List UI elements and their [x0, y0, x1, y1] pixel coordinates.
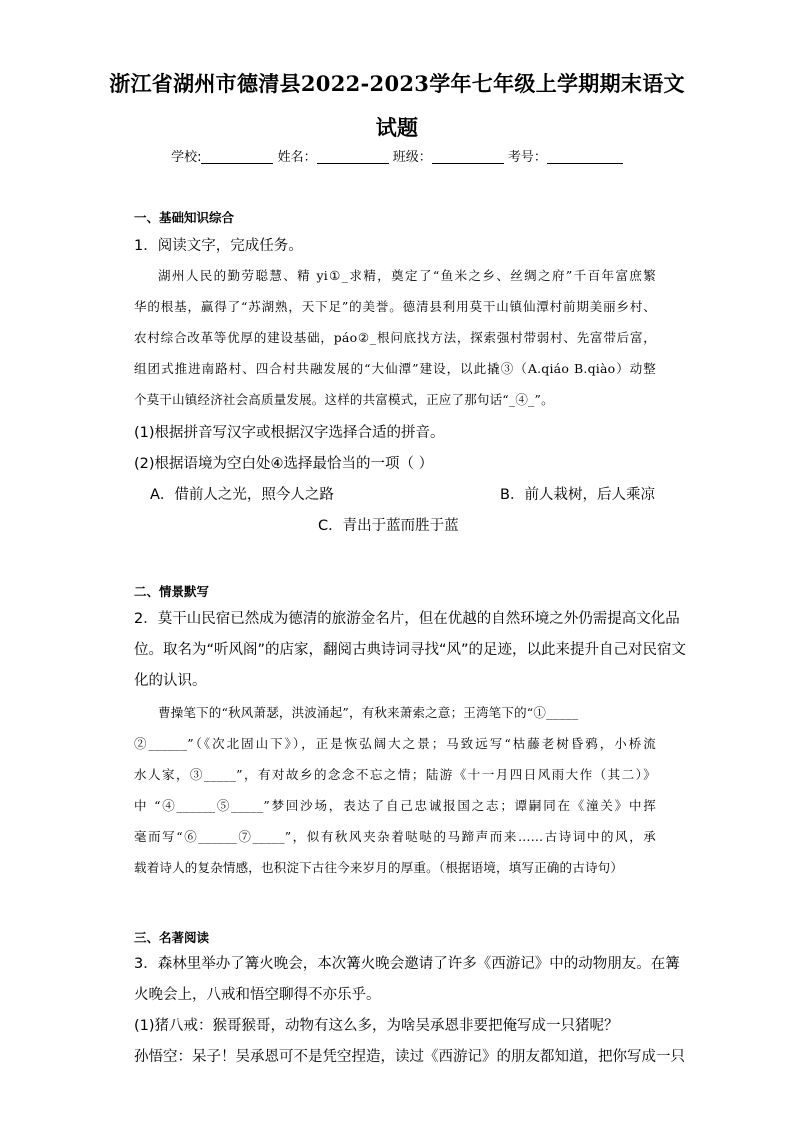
exam-title-line1: 浙江省湖州市德清县2022-2023学年七年级上学期期末语文	[109, 71, 685, 96]
question-3-line: (1)猪八戒：猴哥猴哥，动物有这么多，为啥吴承恩非要把俺写成一只猪呢？	[134, 1018, 619, 1034]
section-heading-1: 一、基础知识综合	[134, 210, 235, 225]
q2-passage-line: ②______”（《次北固山下》），正是恢弘阔大之景；马致远写“枯藤老树昏鸦，小桥流	[134, 736, 656, 751]
q1-sub2: (2)根据语境为空白处④选择最恰当的一项（ ）	[134, 456, 434, 472]
exam-title-line2: 试题	[375, 115, 419, 140]
q1-sub1: (1)根据拼音写汉字或根据汉字选择合适的拼音。	[134, 425, 445, 441]
option-b[interactable]: B．前人栽树，后人乘凉	[500, 487, 655, 503]
name-blank[interactable]	[317, 151, 389, 164]
exam-no-blank[interactable]	[547, 151, 623, 164]
class-blank[interactable]	[432, 151, 504, 164]
question-2-line: 化的认识。	[134, 673, 207, 689]
q2-passage-line: 中 “④______⑤_____”梦回沙场，表达了自己忠诚报国之志；谭嗣同在《潼关》中挥	[134, 798, 656, 813]
q1-passage-line: 华的根基，赢得了“苏湖熟，天下足”的美誉。德清县利用莫干山镇仙潭村前期美丽乡村、	[134, 299, 656, 314]
section-heading-2: 二、情景默写	[134, 584, 210, 599]
option-c[interactable]: C．青出于蓝而胜于蓝	[318, 518, 459, 534]
class-label: 班级：	[392, 150, 432, 165]
q1-passage-line: 组团式推进南路村、四合村共融发展的“大仙潭”建设，以此撬③（A.qiáo B.qiào）动整	[134, 361, 656, 376]
q2-passage-line: 毫而写“⑥______⑦_____”，似有秋风夹杂着哒哒的马蹄声而来……古诗词中的风，承	[134, 829, 656, 844]
question-3-line: 火晚会上，八戒和悟空聊得不亦乐乎。	[134, 987, 381, 1003]
question-3-line: 孙悟空：呆子！吴承恩可不是凭空捏造，读过《西游记》的朋友都知道，把你写成一只	[134, 1049, 685, 1065]
q1-passage-line: 个莫干山镇经济社会高质量发展。这样的共富模式，正应了那句话“_④_”。	[134, 392, 554, 407]
student-info-row	[0, 146, 794, 165]
question-3-line: 3．森林里举办了篝火晚会，本次篝火晚会邀请了许多《西游记》中的动物朋友。在篝	[134, 956, 680, 972]
option-a[interactable]: A．借前人之光，照今人之路	[150, 487, 334, 503]
q2-passage-line: 水人家，③_____”，有对故乡的念念不忘之情；陆游《十一月四日风雨大作（其二）》	[134, 767, 656, 782]
school-label: 学校:	[171, 150, 202, 165]
question-1-stem: 1．阅读文字，完成任务。	[134, 238, 303, 254]
exam-no-label: 考号：	[507, 150, 547, 165]
school-blank[interactable]	[201, 151, 273, 164]
section-heading-3: 三、名著阅读	[134, 930, 210, 945]
q1-passage-line: 农村综合改革等优厚的建设基础，páo②_根问底找方法，探索强村带弱村、先富带后富，	[134, 330, 656, 345]
question-2-line: 2．莫干山民宿已然成为德清的旅游金名片，但在优越的自然环境之外仍需提高文化品	[134, 611, 680, 627]
q2-passage-line: 载着诗人的复杂情感，也积淀下古往今来岁月的厚重。（根据语境，填写正确的古诗句）	[134, 860, 624, 875]
q2-passage-line: 曹操笔下的“秋风萧瑟，洪波涌起”，有秋来萧索之意；王湾笔下的“①_____	[158, 705, 579, 720]
q1-passage-line: 湖州人民的勤劳聪慧、精 yi①_求精，奠定了“鱼米之乡、丝绸之府”千百年富庶繁	[158, 268, 656, 283]
name-label: 姓名：	[277, 150, 317, 165]
question-2-line: 位。取名为“听风阁”的店家，翻阅古典诗词寻找“风”的足迹，以此来提升自己对民宿文	[134, 642, 687, 658]
